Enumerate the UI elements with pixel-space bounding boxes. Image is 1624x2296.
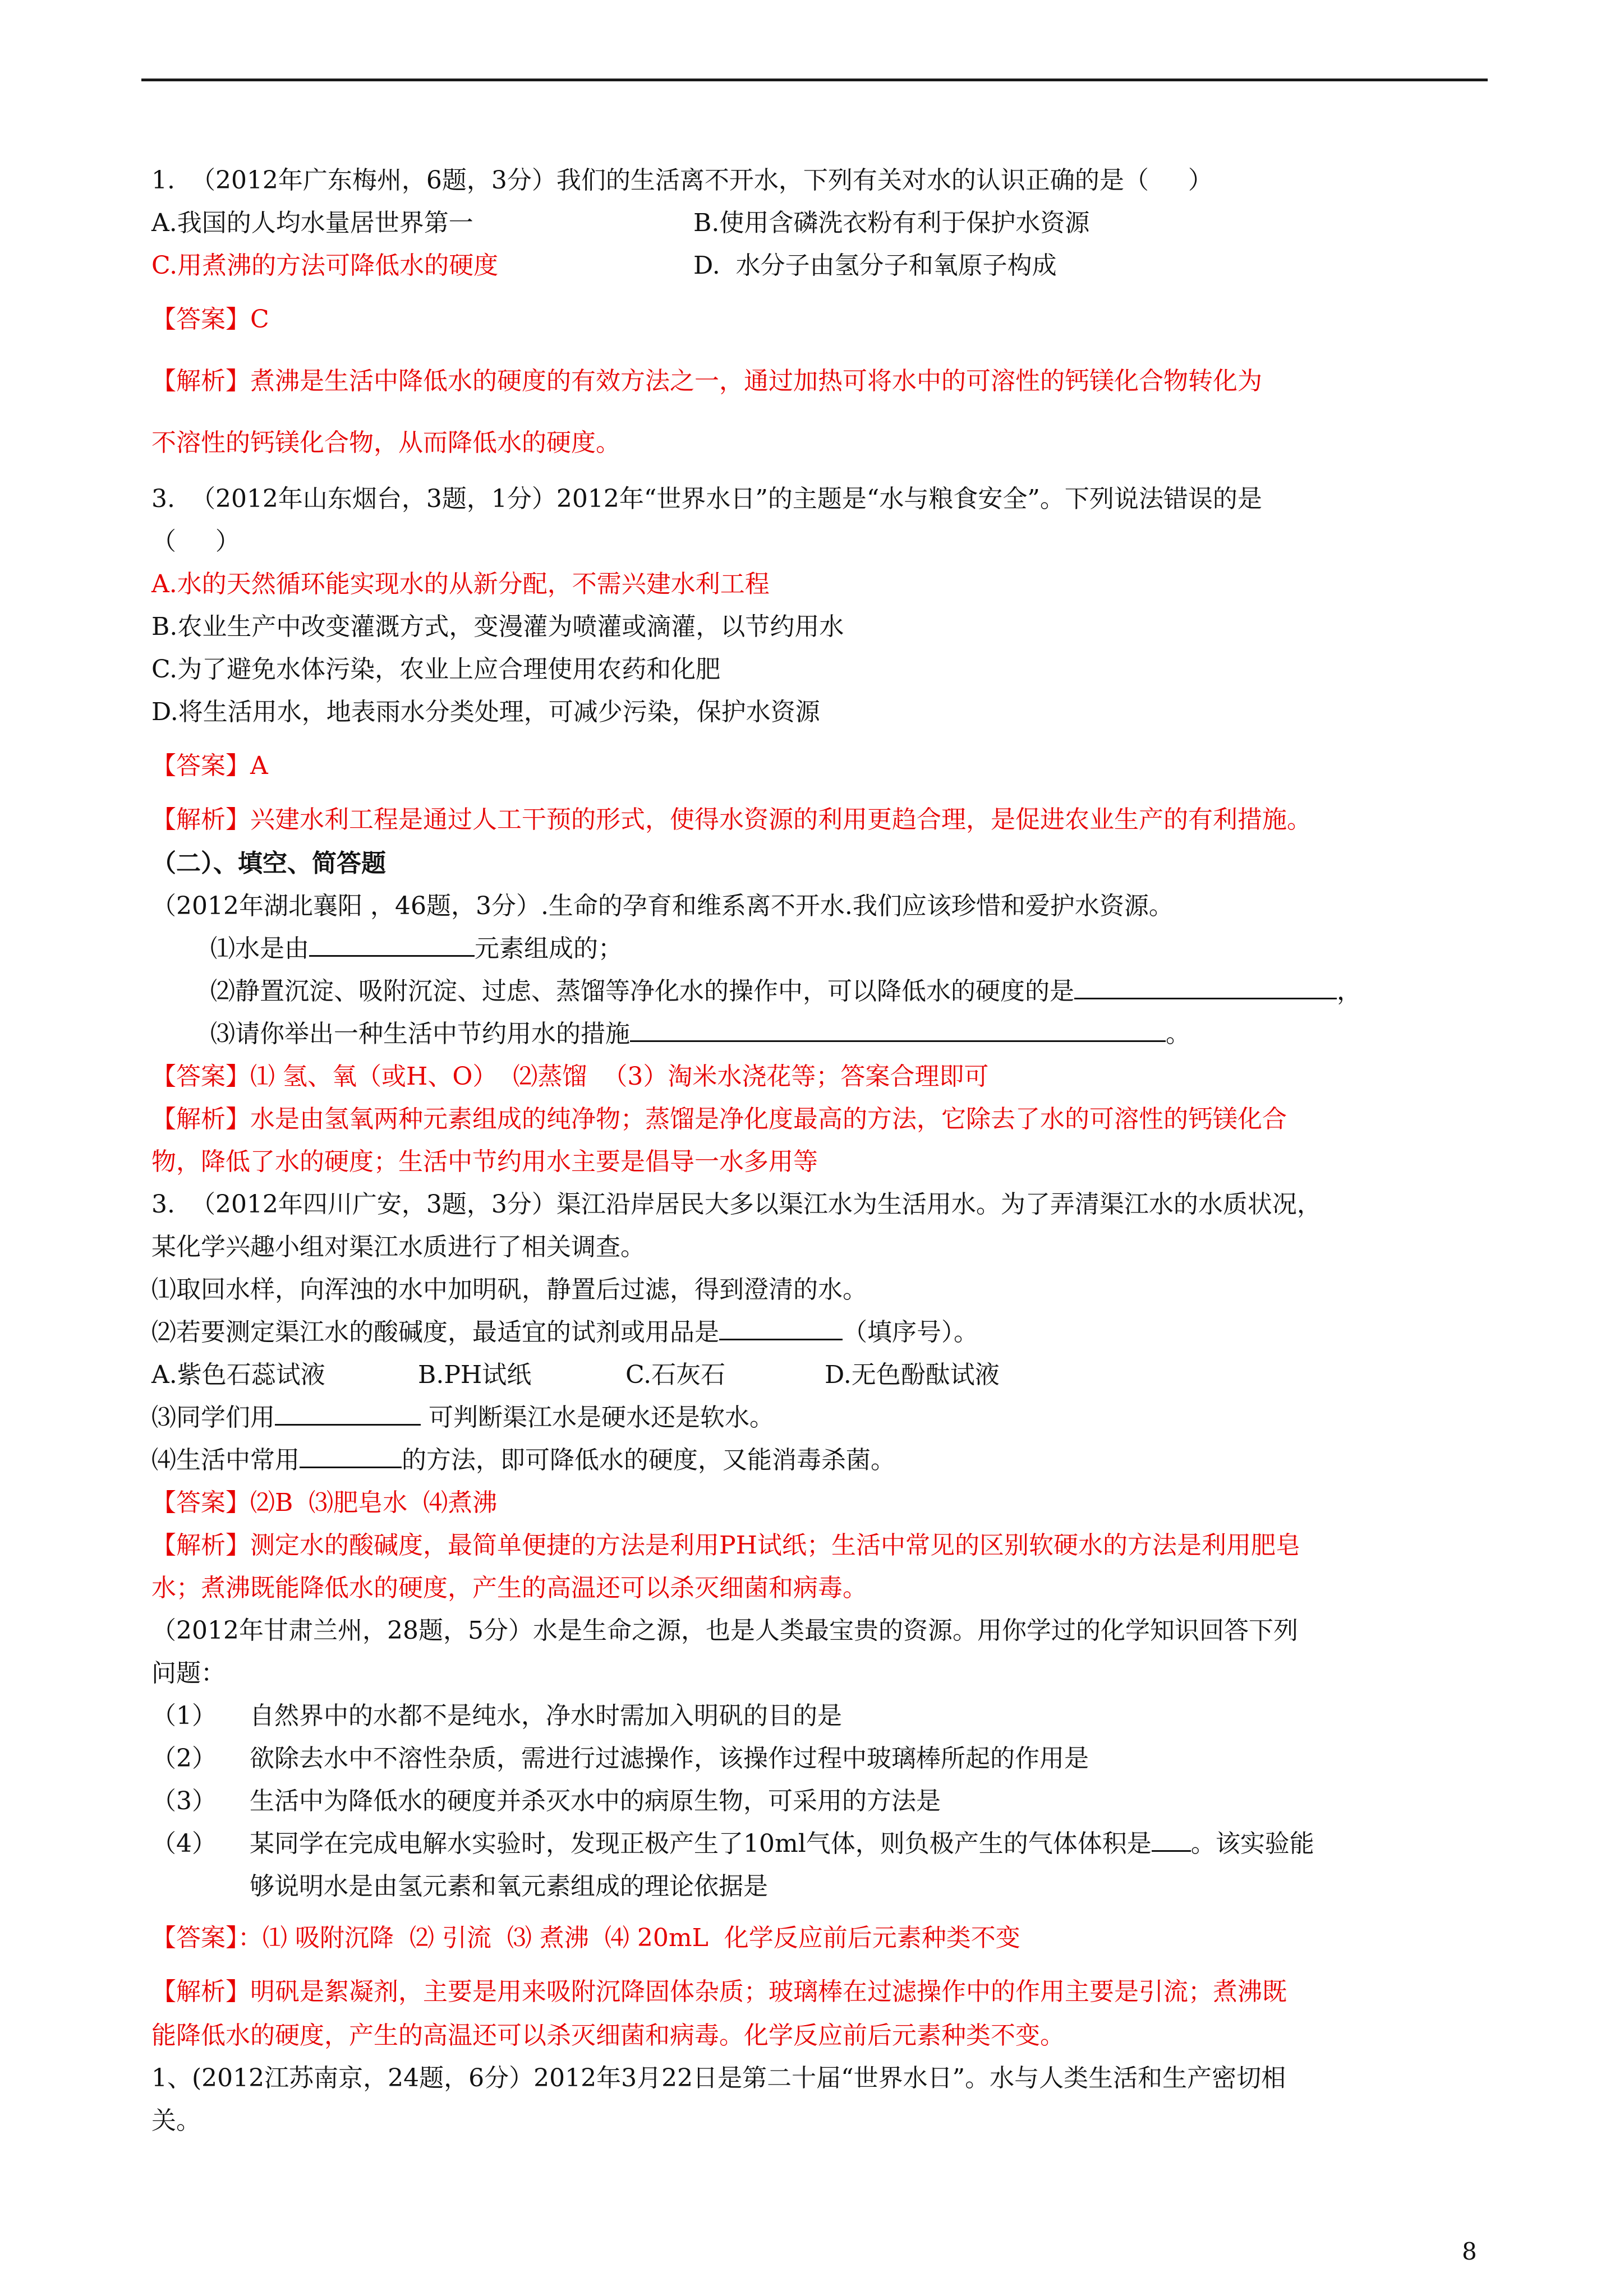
- q3-item-3: ⑶请你举出一种生活中节约用水的措施 。: [210, 1020, 1190, 1048]
- q5-stem-line2: 问题：: [151, 1659, 226, 1688]
- page-number: 8: [1462, 2238, 1477, 2265]
- q3-stem: （2012年湖北襄阳 ，46题，3分）.生命的孕育和维系离不开水.我们应该珍惜和爱护水资源。: [151, 892, 1174, 920]
- q3-blank-2: [1074, 997, 1337, 999]
- q3-analysis-line1: 【解析】水是由氢氧两种元素组成的纯净物；蒸馏是净化度最高的方法，它除去了水的可溶性的钙镁化合: [151, 1105, 1287, 1133]
- q3-item-1: ⑴水是由 元素组成的；: [210, 934, 623, 963]
- q1-option-c: C.用煮沸的方法可降低水的硬度: [151, 251, 499, 280]
- q1-analysis-line1: 【解析】煮沸是生活中降低水的硬度的有效方法之一，通过加热可将水中的可溶性的钙镁化合物转化为: [151, 367, 1262, 395]
- section-heading: （二）、填空、简答题: [151, 849, 386, 878]
- q5-item-4-number: （4）: [151, 1829, 217, 1858]
- q1-answer: 【答案】C: [151, 305, 269, 334]
- q5-item-4-continued: 够说明水是由氢元素和氧元素组成的理论依据是: [250, 1872, 768, 1901]
- q1-analysis-line2: 不溶性的钙镁化合物，从而降低水的硬度。: [151, 428, 620, 457]
- q6-stem-line2: 关。: [151, 2106, 201, 2135]
- q2-stem-line1: 3. （2012年山东烟台，3题，1分）2012年“世界水日”的主题是“水与粮食安全”。下列说法错误的是: [151, 485, 1262, 513]
- q3-blank-3: [630, 1040, 1166, 1042]
- q5-analysis-line1: 【解析】明矾是絮凝剂，主要是用来吸附沉降固体杂质；玻璃棒在过滤操作中的作用主要是引流；煮沸既: [151, 1977, 1287, 2006]
- q2-analysis: 【解析】兴建水利工程是通过人工干预的形式，使得水资源的利用更趋合理，是促进农业生产的有利措施。: [151, 805, 1312, 834]
- q4-answer: 【答案】⑵B ⑶肥皂水 ⑷煮沸: [151, 1488, 498, 1517]
- q3-blank-1: [309, 955, 475, 957]
- q2-option-a: A.水的天然循环能实现水的从新分配，不需兴建水利工程: [151, 570, 770, 598]
- q4-item-4: ⑷生活中常用 的方法，即可降低水的硬度，又能消毒杀菌。: [151, 1446, 895, 1474]
- q4-item-3: ⑶同学们用 可判断渠江水是硬水还是软水。: [151, 1403, 774, 1432]
- q4-option-a: A.紫色石蕊试液: [151, 1361, 325, 1389]
- q3-answer: 【答案】⑴ 氢、氧（或H、O） ⑵蒸馏 （3）淘米水浇花等；答案合理即可: [151, 1062, 989, 1091]
- q4-blank-2: [719, 1338, 843, 1340]
- q5-item-2-number: （2）: [151, 1744, 217, 1773]
- q2-option-d: D.将生活用水，地表雨水分类处理，可减少污染，保护水资源: [151, 698, 820, 726]
- q4-option-c: C.石灰石: [625, 1361, 726, 1389]
- q4-item-2: ⑵若要测定渠江水的酸碱度，最适宜的试剂或用品是 （填序号）。: [151, 1318, 978, 1347]
- header-rule: [141, 79, 1488, 81]
- q5-stem-line1: （2012年甘肃兰州，28题，5分）水是生命之源，也是人类最宝贵的资源。用你学过的化学知识回答下列: [151, 1616, 1298, 1645]
- q4-stem-line2: 某化学兴趣小组对渠江水质进行了相关调查。: [151, 1233, 645, 1261]
- q4-stem-line1: 3. （2012年四川广安，3题，3分）渠江沿岸居民大多以渠江水为生活用水。为了弄清渠江水的水质状况，: [151, 1190, 1322, 1219]
- q4-blank-4: [300, 1466, 402, 1468]
- q5-item-1-number: （1）: [151, 1702, 217, 1730]
- q3-analysis-line2: 物，降低了水的硬度；生活中节约用水主要是倡导一水多用等: [151, 1147, 818, 1176]
- q1-option-a: A.我国的人均水量居世界第一: [151, 209, 473, 237]
- q1-stem: 1. （2012年广东梅州，6题，3分）我们的生活离不开水，下列有关对水的认识正确的是（ ）: [151, 166, 1213, 195]
- q4-option-d: D.无色酚酞试液: [825, 1361, 1000, 1389]
- q5-item-1-text: 自然界中的水都不是纯水，净水时需加入明矾的目的是: [250, 1702, 842, 1730]
- q3-item-2: ⑵静置沉淀、吸附沉淀、过虑、蒸馏等净化水的操作中，可以降低水的硬度的是 ，: [210, 977, 1361, 1006]
- q5-item-4-text: 某同学在完成电解水实验时，发现正极产生了10ml气体，则负极产生的气体体积是 。该实验能: [250, 1829, 1314, 1858]
- q2-stem-line2: （ ）: [151, 527, 240, 556]
- q4-analysis-line1: 【解析】测定水的酸碱度，最简单便捷的方法是利用PH试纸；生活中常见的区别软硬水的方法是利用肥皂: [151, 1531, 1300, 1560]
- q5-item-2-text: 欲除去水中不溶性杂质，需进行过滤操作，该操作过程中玻璃棒所起的作用是: [250, 1744, 1089, 1773]
- q4-item-1: ⑴取回水样，向浑浊的水中加明矾，静置后过滤，得到澄清的水。: [151, 1275, 867, 1304]
- q5-analysis-line2: 能降低水的硬度，产生的高温还可以杀灭细菌和病毒。化学反应前后元素种类不变。: [151, 2021, 1065, 2050]
- q2-option-b: B.农业生产中改变灌溉方式，变漫灌为喷灌或滴灌，以节约用水: [151, 612, 844, 641]
- q4-option-b: B.PH试纸: [418, 1361, 532, 1389]
- q5-answer: 【答案】：⑴ 吸附沉降 ⑵ 引流 ⑶ 煮沸 ⑷ 20mL 化学反应前后元素种类不变: [151, 1924, 1020, 1952]
- q2-option-c: C.为了避免水体污染，农业上应合理使用农药和化肥: [151, 655, 721, 684]
- q4-analysis-line2: 水；煮沸既能降低水的硬度，产生的高温还可以杀灭细菌和病毒。: [151, 1574, 867, 1602]
- q1-option-d: D. 水分子由氢分子和氧原子构成: [693, 251, 1057, 280]
- q2-answer: 【答案】A: [151, 751, 268, 780]
- q5-item-3-number: （3）: [151, 1787, 217, 1815]
- q4-blank-3: [275, 1423, 421, 1426]
- q1-option-b: B.使用含磷洗衣粉有利于保护水资源: [693, 209, 1090, 237]
- q5-item-3-text: 生活中为降低水的硬度并杀灭水中的病原生物，可采用的方法是: [250, 1787, 941, 1815]
- q5-blank-4: [1152, 1850, 1191, 1852]
- q6-stem-line1: 1、(2012江苏南京，24题，6分）2012年3月22日是第二十届“世界水日”。水与人类生活和生产密切相: [151, 2064, 1286, 2092]
